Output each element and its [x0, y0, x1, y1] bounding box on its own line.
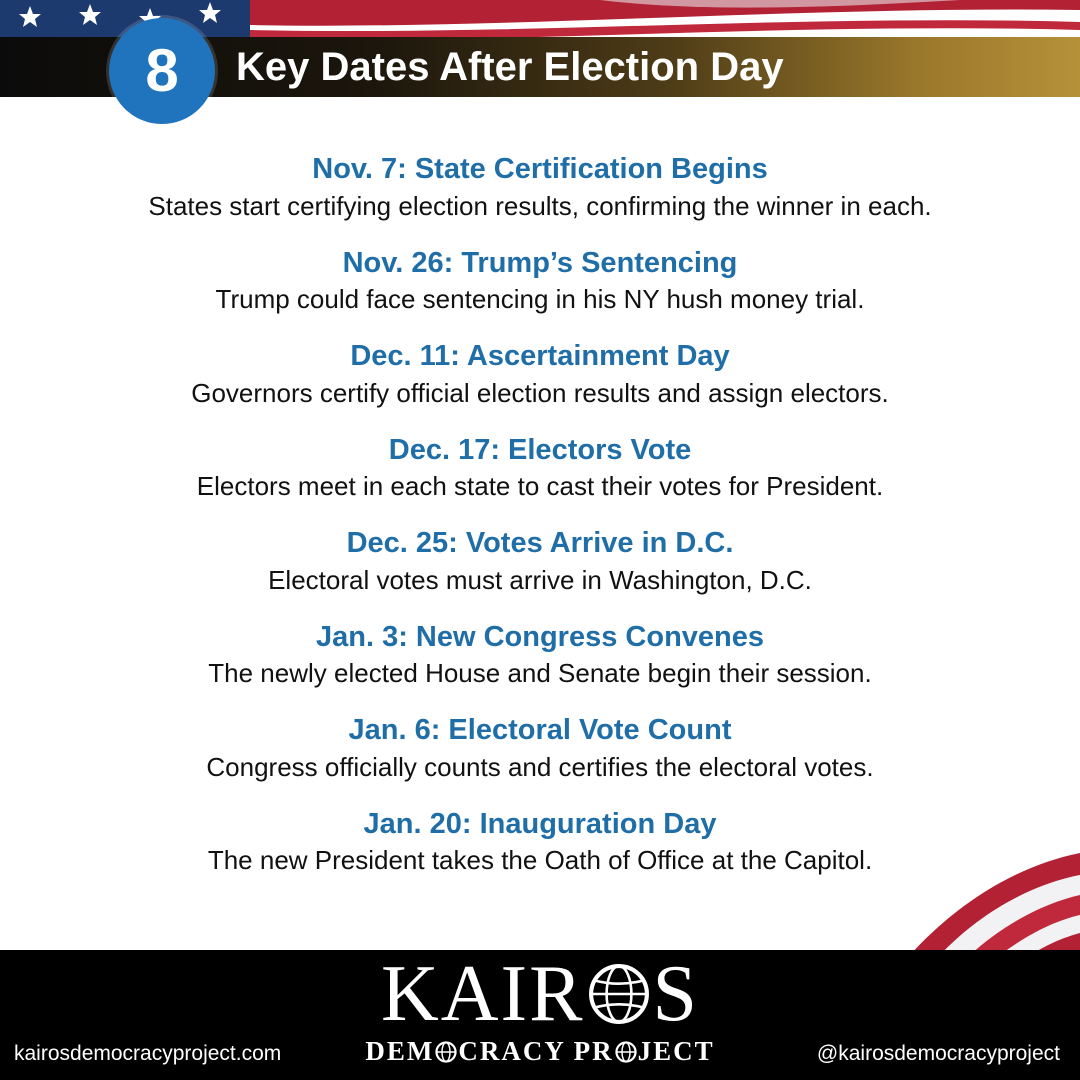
event-item: [0, 433, 1080, 527]
events-list: [0, 152, 1080, 900]
event-title: Dec. 17: Electors Vote: [388, 433, 692, 466]
event-item: [0, 526, 1080, 620]
event-item: [0, 339, 1080, 433]
kairos-logo: [340, 950, 740, 1067]
event-description: Congress officially counts and certifies the electoral votes.: [206, 751, 874, 782]
event-item: [0, 152, 1080, 246]
event-title: Nov. 7: State Certification Begins: [312, 153, 768, 185]
logo-subtitle: DEM: [365, 1036, 435, 1066]
page-title: Key Dates After Election Day: [236, 44, 784, 89]
event-item: [0, 246, 1080, 340]
footer: [0, 950, 1080, 1080]
globe-icon: [615, 1041, 637, 1063]
event-description: Trump could face sentencing in his NY hush money trial.: [215, 284, 865, 315]
globe-icon: [588, 963, 650, 1025]
social-handle[interactable]: @kairosdemocracyproject: [816, 1042, 1060, 1065]
event-title: Jan. 20: Inauguration Day: [363, 807, 717, 840]
event-title: Dec. 25: Votes Arrive in D.C.: [346, 527, 734, 559]
logo-subtitle: JECT: [637, 1036, 715, 1066]
flag-corner-decoration: [900, 845, 1080, 955]
number-badge: 8: [109, 18, 215, 124]
event-description: The newly elected House and Senate begin their session.: [208, 658, 872, 689]
event-description: Governors certify official election results and assign electors.: [191, 377, 889, 408]
event-item: [0, 620, 1080, 714]
event-description: Electoral votes must arrive in Washington, D.C.: [268, 564, 812, 595]
event-description: Electors meet in each state to cast their votes for President.: [196, 471, 884, 502]
event-title: Jan. 6: Electoral Vote Count: [348, 714, 732, 746]
event-title: Dec. 11: Ascertainment Day: [350, 340, 730, 372]
logo-text: S: [652, 950, 700, 1038]
event-description: The new President takes the Oath of Office at the Capitol.: [207, 845, 873, 876]
logo-subtitle: CRACY PR: [458, 1036, 614, 1066]
event-title: Jan. 3: New Congress Convenes: [315, 620, 765, 653]
event-description: States start certifying election results, confirming the winner in each.: [148, 190, 932, 221]
event-item: [0, 713, 1080, 807]
event-title: Nov. 26: Trump’s Sentencing: [342, 246, 738, 279]
globe-icon: [435, 1041, 457, 1063]
website-link[interactable]: kairosdemocracyproject.com: [14, 1042, 282, 1065]
logo-text: KAIR: [380, 950, 585, 1038]
